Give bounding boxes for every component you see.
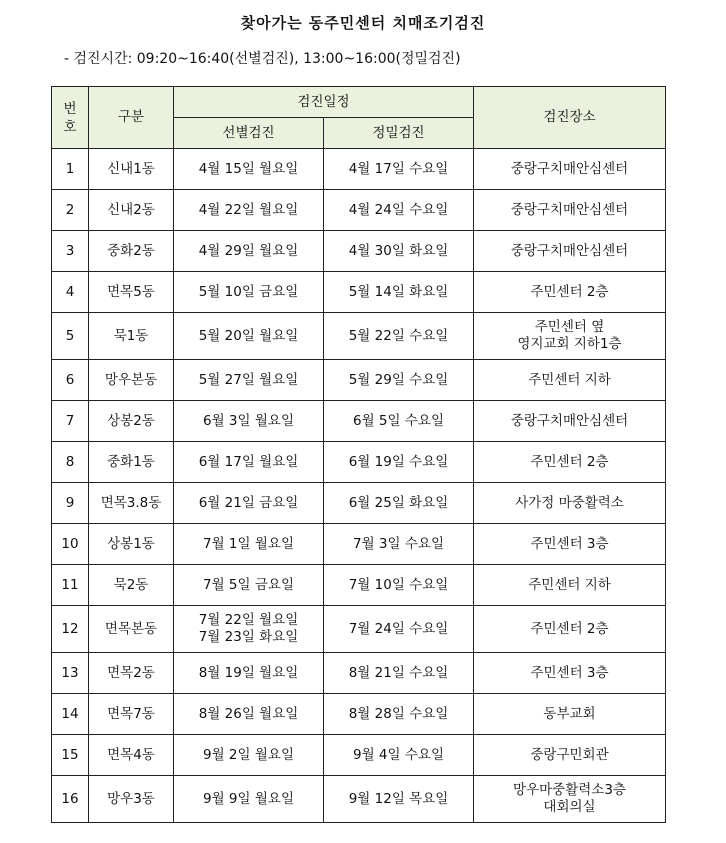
cell-no: 12 <box>52 606 89 653</box>
cell-screening-date: 6월 3일 월요일 <box>174 401 324 442</box>
cell-screening-date: 8월 26일 월요일 <box>174 694 324 735</box>
cell-screening-date: 4월 22일 월요일 <box>174 190 324 231</box>
cell-screening-date: 6월 21일 금요일 <box>174 483 324 524</box>
cell-area: 면목3.8동 <box>89 483 174 524</box>
table-row <box>52 524 666 565</box>
cell-area: 묵2동 <box>89 565 174 606</box>
table-row <box>52 149 666 190</box>
cell-screening-date: 9월 9일 월요일 <box>174 776 324 823</box>
table-row <box>52 483 666 524</box>
table-row <box>52 442 666 483</box>
cell-area: 중화2동 <box>89 231 174 272</box>
cell-area: 면목7동 <box>89 694 174 735</box>
table-row <box>52 776 666 823</box>
cell-place: 주민센터 옆 영지교회 지하1층 <box>474 313 666 360</box>
cell-detailed-date: 4월 24일 수요일 <box>324 190 474 231</box>
header-area: 구분 <box>89 87 174 149</box>
header-no: 번 호 <box>52 87 89 149</box>
table-row <box>52 313 666 360</box>
cell-screening-date: 5월 27일 월요일 <box>174 360 324 401</box>
cell-area: 면목2동 <box>89 653 174 694</box>
header-detailed: 정밀검진 <box>324 118 474 149</box>
table-row <box>52 190 666 231</box>
cell-place: 주민센터 3층 <box>474 653 666 694</box>
cell-area: 면목5동 <box>89 272 174 313</box>
cell-no: 9 <box>52 483 89 524</box>
table-row <box>52 231 666 272</box>
cell-no: 14 <box>52 694 89 735</box>
cell-place: 주민센터 지하 <box>474 565 666 606</box>
cell-screening-date: 7월 22일 월요일 7월 23일 화요일 <box>174 606 324 653</box>
cell-place: 중랑구치매안심센터 <box>474 190 666 231</box>
cell-detailed-date: 6월 19일 수요일 <box>324 442 474 483</box>
schedule-table <box>51 86 666 823</box>
table-row <box>52 694 666 735</box>
cell-screening-date: 5월 10일 금요일 <box>174 272 324 313</box>
cell-place: 주민센터 3층 <box>474 524 666 565</box>
cell-screening-date: 4월 29일 월요일 <box>174 231 324 272</box>
cell-no: 11 <box>52 565 89 606</box>
cell-screening-date: 7월 5일 금요일 <box>174 565 324 606</box>
cell-no: 10 <box>52 524 89 565</box>
cell-detailed-date: 7월 24일 수요일 <box>324 606 474 653</box>
cell-no: 16 <box>52 776 89 823</box>
cell-detailed-date: 7월 10일 수요일 <box>324 565 474 606</box>
cell-no: 6 <box>52 360 89 401</box>
cell-detailed-date: 7월 3일 수요일 <box>324 524 474 565</box>
table-row <box>52 565 666 606</box>
cell-area: 망우본동 <box>89 360 174 401</box>
cell-no: 4 <box>52 272 89 313</box>
cell-place: 중랑구치매안심센터 <box>474 401 666 442</box>
cell-area: 중화1동 <box>89 442 174 483</box>
cell-area: 신내1동 <box>89 149 174 190</box>
header-screening: 선별검진 <box>174 118 324 149</box>
table-row <box>52 272 666 313</box>
cell-screening-date: 8월 19일 월요일 <box>174 653 324 694</box>
cell-area: 상봉1동 <box>89 524 174 565</box>
cell-detailed-date: 5월 22일 수요일 <box>324 313 474 360</box>
cell-area: 면목4동 <box>89 735 174 776</box>
cell-no: 7 <box>52 401 89 442</box>
header-place: 검진장소 <box>474 87 666 149</box>
cell-detailed-date: 4월 17일 수요일 <box>324 149 474 190</box>
cell-no: 5 <box>52 313 89 360</box>
table-row <box>52 653 666 694</box>
cell-no: 8 <box>52 442 89 483</box>
cell-place: 주민센터 2층 <box>474 442 666 483</box>
cell-place: 중랑구치매안심센터 <box>474 149 666 190</box>
cell-detailed-date: 9월 12일 목요일 <box>324 776 474 823</box>
cell-place: 주민센터 2층 <box>474 606 666 653</box>
cell-detailed-date: 5월 14일 화요일 <box>324 272 474 313</box>
cell-screening-date: 5월 20일 월요일 <box>174 313 324 360</box>
cell-detailed-date: 5월 29일 수요일 <box>324 360 474 401</box>
cell-detailed-date: 9월 4일 수요일 <box>324 735 474 776</box>
cell-no: 1 <box>52 149 89 190</box>
cell-place: 중랑구치매안심센터 <box>474 231 666 272</box>
cell-screening-date: 9월 2일 월요일 <box>174 735 324 776</box>
table-row <box>52 735 666 776</box>
cell-place: 주민센터 지하 <box>474 360 666 401</box>
table-row <box>52 360 666 401</box>
exam-hours-note: - 검진시간: 09:20~16:40(선별검진), 13:00~16:00(정밀검진) <box>64 51 461 67</box>
cell-detailed-date: 6월 25일 화요일 <box>324 483 474 524</box>
cell-detailed-date: 6월 5일 수요일 <box>324 401 474 442</box>
table-row <box>52 606 666 653</box>
cell-area: 신내2동 <box>89 190 174 231</box>
page-title: 찾아가는 동주민센터 치매조기검진 <box>240 14 486 32</box>
cell-place: 망우마중활력소3층 대회의실 <box>474 776 666 823</box>
cell-area: 상봉2동 <box>89 401 174 442</box>
cell-place: 사가정 마중활력소 <box>474 483 666 524</box>
cell-area: 망우3동 <box>89 776 174 823</box>
header-schedule: 검진일정 <box>174 87 474 118</box>
schedule-rows <box>52 149 666 823</box>
cell-detailed-date: 4월 30일 화요일 <box>324 231 474 272</box>
cell-no: 13 <box>52 653 89 694</box>
cell-place: 동부교회 <box>474 694 666 735</box>
cell-detailed-date: 8월 21일 수요일 <box>324 653 474 694</box>
cell-screening-date: 6월 17일 월요일 <box>174 442 324 483</box>
cell-detailed-date: 8월 28일 수요일 <box>324 694 474 735</box>
table-row <box>52 401 666 442</box>
cell-no: 15 <box>52 735 89 776</box>
cell-area: 묵1동 <box>89 313 174 360</box>
cell-no: 3 <box>52 231 89 272</box>
cell-screening-date: 4월 15일 월요일 <box>174 149 324 190</box>
cell-no: 2 <box>52 190 89 231</box>
cell-place: 주민센터 2층 <box>474 272 666 313</box>
cell-place: 중랑구민회관 <box>474 735 666 776</box>
cell-screening-date: 7월 1일 월요일 <box>174 524 324 565</box>
cell-area: 면목본동 <box>89 606 174 653</box>
